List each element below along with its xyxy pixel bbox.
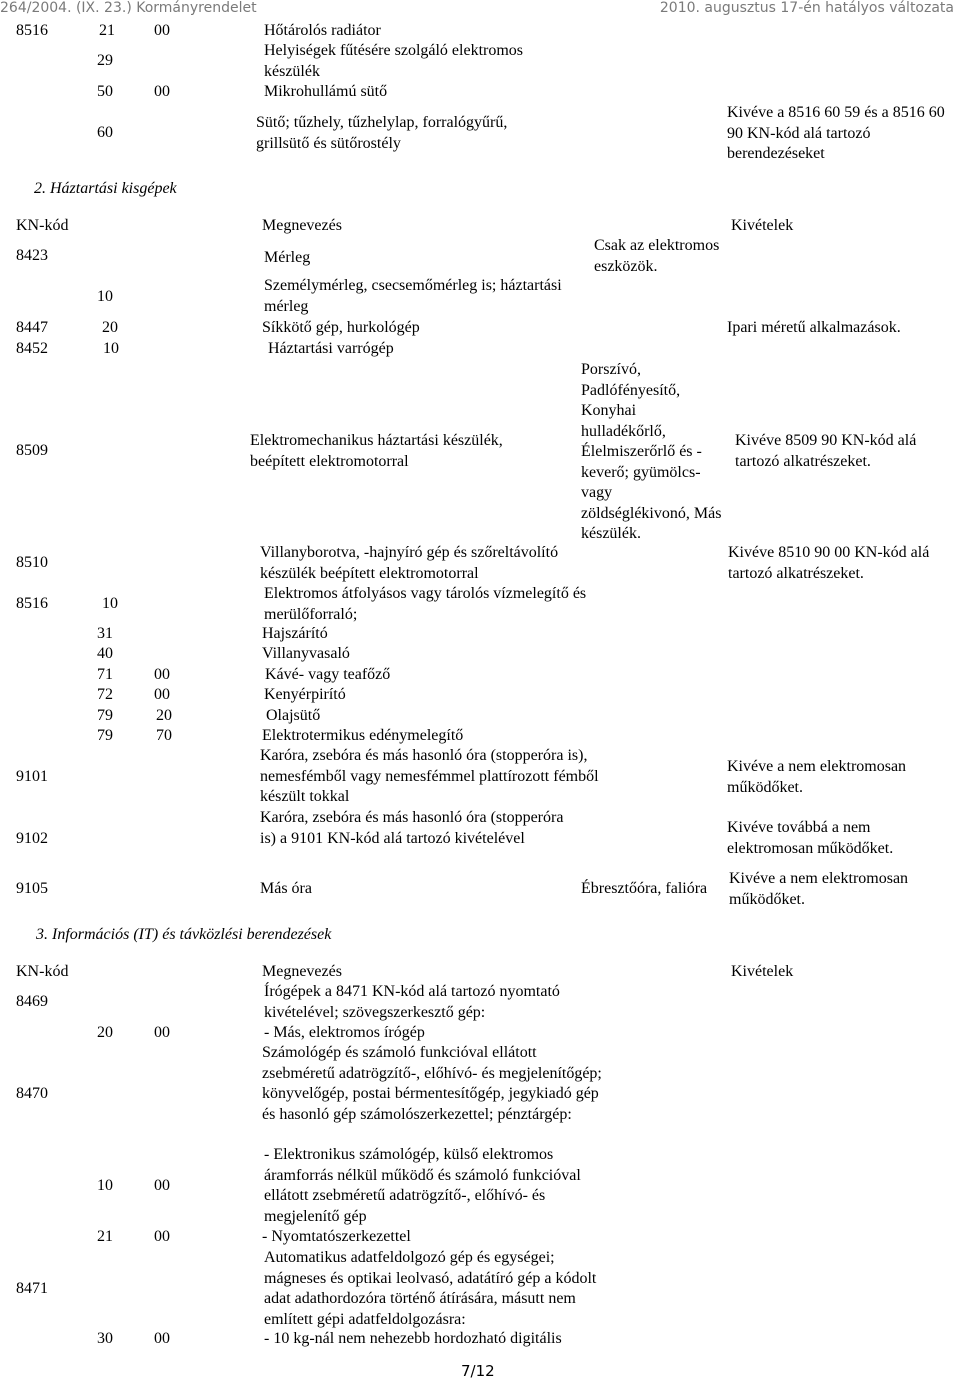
header-law-reference: 264/2004. (IX. 23.) Kormányrendelet — [0, 0, 257, 16]
note-cell: Csak az elektromos eszközök. — [594, 237, 720, 275]
exception-cell: Kivéve továbbá a nem elektromosan működőket. — [727, 819, 894, 857]
subcode-cell: 72 — [97, 686, 113, 703]
description-cell: Személymérleg, csecsemőmérleg is; háztartási mérleg — [264, 277, 562, 315]
subcode-cell: 29 — [97, 52, 113, 69]
subcode2-cell: 00 — [154, 666, 170, 683]
description-cell: Számológép és számoló funkcióval ellátott zsebméretű adatrögzítő-, előhívó- és megjelenítőgép; könyvelőgép, postai bérmentesítőgép, jegykiadó gép és hasonló gép számolószerkezettel; pénztárgép: — [262, 1044, 602, 1123]
subcode-cell: 40 — [97, 645, 113, 662]
exception-cell: Kivéve 8510 90 00 KN-kód alá tartozó alkatrészeket. — [728, 544, 930, 582]
description-cell: Elektromechanikus háztartási készülék, beépített elektromotorral — [250, 432, 503, 470]
description-cell: Automatikus adatfeldolgozó gép és egységei; mágneses és optikai leolvasó, adatátíró gép a kódolt adat adathordozóra történő átírására, másutt nem említett gépi adatfeldolgozásra: — [264, 1249, 597, 1328]
description-cell: Hőtárolós radiátor — [264, 22, 381, 39]
code-cell: 8516 — [16, 22, 48, 39]
subcode-cell: 60 — [97, 124, 113, 141]
description-cell: Írógépek a 8471 KN-kód alá tartozó nyomtató kivételével; szövegszerkesztő gép: — [264, 983, 560, 1021]
exception-cell: Kivéve a nem elektromosan működőket. — [727, 758, 907, 796]
subcode-cell: 71 — [97, 666, 113, 683]
code-cell: 8509 — [16, 442, 48, 459]
subcode2-cell: 70 — [156, 727, 172, 744]
subcode-cell: 50 — [97, 83, 113, 100]
subcode-cell: 20 — [97, 1024, 113, 1041]
subcode2-cell: 00 — [154, 1024, 170, 1041]
description-cell: Elektromos átfolyásos vagy tárolós vízmelegítő és merülőforraló; — [264, 585, 587, 623]
page-number: 7/12 — [461, 1362, 495, 1380]
code-cell: 8471 — [16, 1280, 48, 1297]
description-cell: - Nyomtatószerkezettel — [262, 1228, 411, 1245]
description-cell: Mérleg — [264, 249, 311, 266]
subcode-cell: 31 — [97, 625, 113, 642]
code-cell: 8469 — [16, 993, 48, 1010]
column-header-code: KN-kód — [16, 217, 69, 234]
column-header-code: KN-kód — [16, 963, 69, 980]
code-cell: 9102 — [16, 830, 48, 847]
description-cell: Villanyborotva, -hajnyíró gép és szőreltávolító készülék beépített elektromotorral — [260, 544, 559, 582]
note-cell: Porszívó, Padlófényesítő, Konyhai hulladékőrlő, Élelmiszerőrlő és - keverő; gyümölcs- vagy zöldséglékivonó, Más készülék. — [581, 361, 722, 542]
subcode-cell: 10 — [103, 340, 119, 357]
subcode-cell: 79 — [97, 707, 113, 724]
subcode2-cell: 00 — [154, 1330, 170, 1347]
subcode2-cell: 00 — [154, 686, 170, 703]
subcode2-cell: 00 — [154, 22, 170, 39]
description-cell: Kenyérpirító — [264, 686, 346, 703]
exception-cell: Ipari méretű alkalmazások. — [727, 319, 901, 336]
description-cell: Sütő; tűzhely, tűzhelylap, forralógyűrű, grillsütő és sütőrostély — [256, 114, 508, 152]
subcode-cell: 21 — [99, 22, 115, 39]
subcode-cell: 30 — [97, 1330, 113, 1347]
code-cell: 8510 — [16, 554, 48, 571]
description-cell: - Elektronikus számológép, külső elektromos áramforrás nélkül működő és számoló funkcióval ellátott zsebméretű adatrögzítő-, előhívó- és megjelenítő gép — [264, 1146, 581, 1225]
column-header-exceptions: Kivételek — [731, 217, 794, 234]
code-cell: 9105 — [16, 880, 48, 897]
description-cell: Olajsütő — [266, 707, 321, 724]
description-cell: Elektrotermikus edénymelegítő — [262, 727, 464, 744]
code-cell: 8447 — [16, 319, 48, 336]
note-cell: Ébresztőóra, falióra — [581, 880, 708, 897]
description-cell: Háztartási varrógép — [268, 340, 394, 357]
code-cell: 8423 — [16, 247, 48, 264]
subcode2-cell: 00 — [154, 83, 170, 100]
description-cell: - Más, elektromos írógép — [264, 1024, 425, 1041]
description-cell: Síkkötő gép, hurkológép — [262, 319, 420, 336]
page-header — [0, 0, 960, 20]
subcode-cell: 20 — [102, 319, 118, 336]
description-cell: Karóra, zsebóra és más hasonló óra (stopperóra is) a 9101 KN-kód alá tartozó kivételével — [260, 809, 564, 847]
description-cell: Helyiségek fűtésére szolgáló elektromos készülék — [264, 42, 524, 80]
subcode-cell: 21 — [97, 1228, 113, 1245]
subcode2-cell: 00 — [154, 1228, 170, 1245]
exception-cell: Kivéve a nem elektromosan működőket. — [729, 870, 909, 908]
description-cell: Más óra — [260, 880, 312, 897]
column-header-description: Megnevezés — [262, 963, 342, 980]
description-cell: - 10 kg-nál nem nehezebb hordozható digitális — [264, 1330, 562, 1347]
description-cell: Kávé- vagy teafőző — [265, 666, 391, 683]
section-title: 3. Információs (IT) és távközlési berendezések — [36, 926, 332, 943]
subcode2-cell: 20 — [156, 707, 172, 724]
description-cell: Mikrohullámú sütő — [264, 83, 388, 100]
code-cell: 8470 — [16, 1085, 48, 1102]
subcode-cell: 10 — [97, 288, 113, 305]
subcode-cell: 10 — [102, 595, 118, 612]
description-cell: Hajszárító — [262, 625, 328, 642]
description-cell: Karóra, zsebóra és más hasonló óra (stopperóra is), nemesfémből vagy nemesfémmel plattírozott fémből készült tokkal — [260, 747, 599, 805]
column-header-exceptions: Kivételek — [731, 963, 794, 980]
column-header-description: Megnevezés — [262, 217, 342, 234]
header-version-date: 2010. augusztus 17-én hatályos változata — [659, 0, 954, 16]
exception-cell: Kivéve a 8516 60 59 és a 8516 60 90 KN-kód alá tartozó berendezéseket — [727, 104, 945, 162]
description-cell: Villanyvasaló — [262, 645, 350, 662]
exception-cell: Kivéve 8509 90 KN-kód alá tartozó alkatrészeket. — [735, 432, 917, 470]
subcode-cell: 10 — [97, 1177, 113, 1194]
code-cell: 8452 — [16, 340, 48, 357]
code-cell: 9101 — [16, 768, 48, 785]
section-title: 2. Háztartási kisgépek — [34, 180, 177, 197]
subcode2-cell: 00 — [154, 1177, 170, 1194]
code-cell: 8516 — [16, 595, 48, 612]
subcode-cell: 79 — [97, 727, 113, 744]
